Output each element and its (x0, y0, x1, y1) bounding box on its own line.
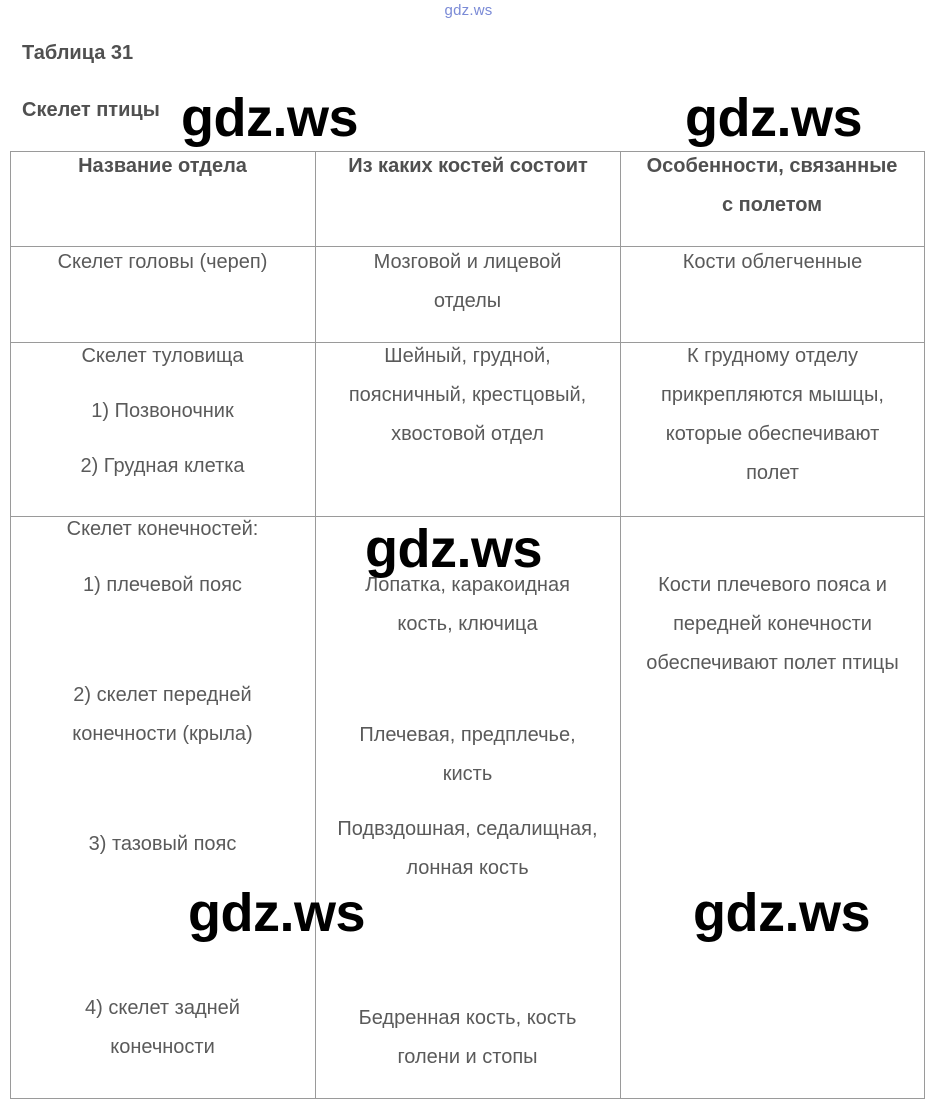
row-limbs-bones: Подвздошная, седалищная, лонная кость (337, 818, 598, 879)
row-limbs-part: 1) плечевой пояс (83, 574, 242, 596)
row-trunk-features: К грудному отделу прикрепляются мышцы, которые обеспечивают полет (661, 345, 884, 484)
watermark: gdz.ws (693, 883, 871, 943)
watermark: gdz.ws (365, 519, 543, 579)
site-label: gdz.ws (444, 2, 493, 19)
watermark: gdz.ws (685, 88, 863, 148)
watermark: gdz.ws (181, 88, 359, 148)
row-limbs-part: 4) скелет задней конечности (85, 997, 240, 1058)
column-header-features: Особенности, связанные с полетом (646, 155, 898, 216)
row-head-section: Скелет головы (череп) (57, 251, 268, 273)
row-head-bones: Мозговой и лицевой отделы (373, 251, 562, 312)
row-limbs-bones: Плечевая, предплечье, кисть (359, 724, 576, 785)
row-limbs-part: 3) тазовый пояс (88, 833, 237, 855)
row-limbs-bones: Бедренная кость, кость голени и стопы (358, 1007, 577, 1068)
watermark: gdz.ws (188, 883, 366, 943)
row-limbs-part: 2) скелет передней конечности (крыла) (72, 684, 253, 745)
row-limbs-section: Скелет конечностей: (66, 518, 259, 540)
row-trunk-bones: Шейный, грудной, поясничный, крестцовый, хвостовой отдел (348, 345, 587, 445)
table-subtitle: Скелет птицы (22, 99, 160, 121)
row-trunk-section: Скелет туловища (81, 345, 244, 367)
table-title: Таблица 31 (22, 42, 134, 64)
row-limbs-bones: Лопатка, каракоидная кость, ключица (365, 574, 570, 635)
column-header-bones: Из каких костей состоит (348, 155, 588, 177)
row-trunk-part: 2) Грудная клетка (80, 455, 245, 477)
row-limbs-features: Кости плечевого пояса и передней конечности обеспечивают полет птицы (646, 574, 899, 674)
row-trunk-part: 1) Позвоночник (91, 400, 234, 422)
column-header-section: Название отдела (78, 155, 247, 177)
row-head-features: Кости облегченные (682, 251, 863, 273)
